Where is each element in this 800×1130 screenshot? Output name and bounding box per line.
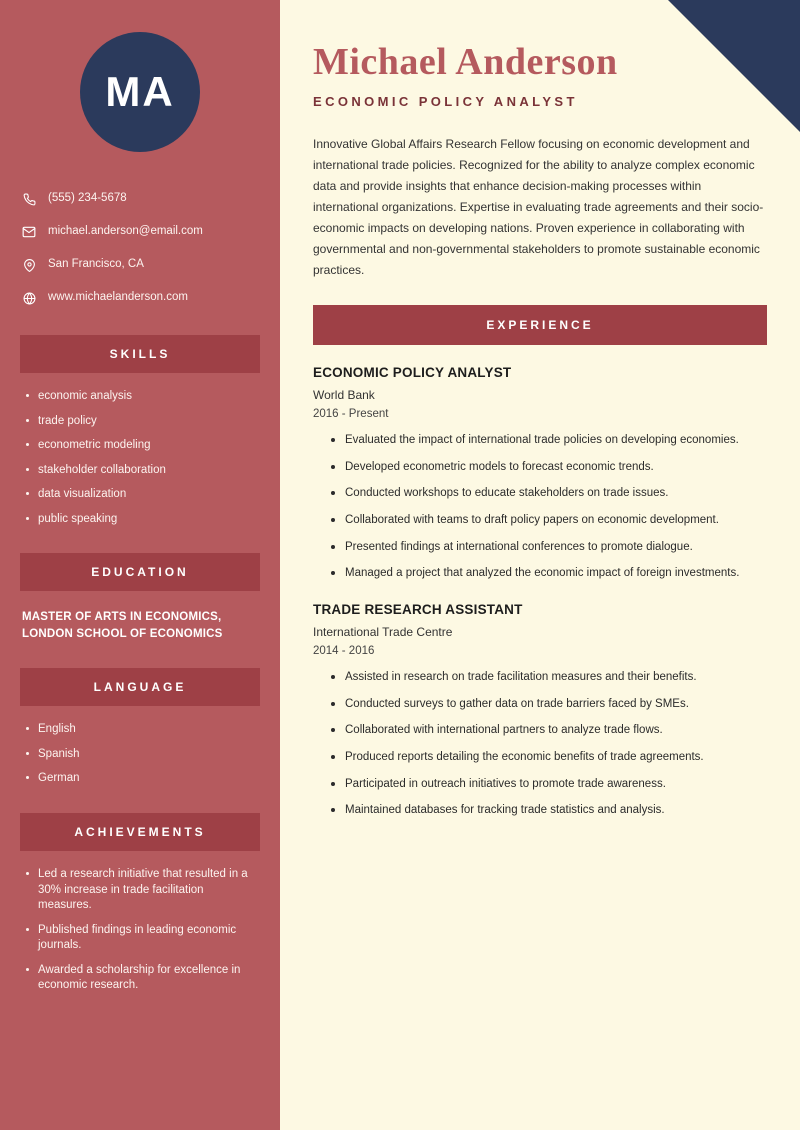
list-item: public speaking bbox=[26, 512, 258, 528]
location-pin-icon bbox=[18, 256, 40, 274]
contact-location-text: San Francisco, CA bbox=[48, 258, 144, 271]
contact-list bbox=[0, 190, 280, 307]
job-company: World Bank bbox=[313, 388, 375, 402]
list-item: econometric modeling bbox=[26, 438, 258, 454]
avatar-container bbox=[0, 0, 280, 152]
list-item: Produced reports detailing the economic benefits of trade agreements. bbox=[331, 749, 767, 766]
achievements-list bbox=[0, 867, 280, 994]
list-item: economic analysis bbox=[26, 389, 258, 405]
contact-item-location[interactable] bbox=[18, 256, 280, 274]
list-item: Conducted surveys to gather data on trade barriers faced by SMEs. bbox=[331, 696, 767, 713]
job-company: International Trade Centre bbox=[313, 625, 453, 640]
job-dates: 2014 - 2016 bbox=[313, 645, 375, 658]
list-item: Published findings in leading economic journals. bbox=[26, 923, 258, 954]
profile-summary: Innovative Global Affairs Research Fellow focusing on economic development and international trade policies. Recognized for the ability to analyze complex economic data and provide insights that enhance decision-making processes within international organizations. Expertise in evaluating trade agreements and their socio-economic impacts on developing nations. Proven experience in collaborating with governmental and non-governmental stakeholders to promote sustainable economic practices. bbox=[313, 137, 764, 277]
language-list bbox=[0, 722, 280, 787]
contact-website-text: www.michaelanderson.com bbox=[48, 291, 188, 304]
job-role: TRADE RESEARCH ASSISTANT bbox=[313, 602, 523, 618]
experience-entry-1 bbox=[313, 365, 767, 582]
skills-list bbox=[0, 389, 280, 527]
list-item: Collaborated with teams to draft policy papers on economic development. bbox=[331, 512, 767, 529]
avatar: MA bbox=[80, 32, 200, 152]
list-item: Maintained databases for tracking trade statistics and analysis. bbox=[331, 802, 767, 819]
list-item: trade policy bbox=[26, 414, 258, 430]
page-title: Michael Anderson bbox=[313, 41, 618, 83]
section-heading-experience: EXPERIENCE bbox=[313, 305, 767, 345]
job-bullet-list bbox=[313, 669, 767, 819]
list-item: Participated in outreach initiatives to promote trade awareness. bbox=[331, 776, 767, 793]
list-item: Presented findings at international conferences to promote dialogue. bbox=[331, 539, 767, 556]
job-bullet-list bbox=[313, 432, 767, 582]
list-item: stakeholder collaboration bbox=[26, 463, 258, 479]
envelope-icon bbox=[18, 223, 40, 241]
sidebar-heading-skills: SKILLS bbox=[20, 335, 260, 373]
profile-job-title: ECONOMIC POLICY ANALYST bbox=[313, 94, 578, 109]
sidebar bbox=[0, 0, 280, 1130]
list-item: Managed a project that analyzed the economic impact of foreign investments. bbox=[331, 565, 767, 582]
contact-item-email[interactable] bbox=[18, 223, 280, 241]
list-item: Spanish bbox=[26, 747, 258, 763]
sidebar-heading-achievements: ACHIEVEMENTS bbox=[20, 813, 260, 851]
list-item: English bbox=[26, 722, 258, 738]
list-item: Evaluated the impact of international trade policies on developing economies. bbox=[331, 432, 767, 449]
sidebar-heading-education: EDUCATION bbox=[20, 553, 260, 591]
list-item: data visualization bbox=[26, 487, 258, 503]
job-role: ECONOMIC POLICY ANALYST bbox=[313, 365, 512, 380]
contact-email-text: michael.anderson@email.com bbox=[48, 225, 203, 238]
contact-phone-text: (555) 234-5678 bbox=[48, 192, 127, 205]
job-dates: 2016 - Present bbox=[313, 408, 389, 420]
list-item: Led a research initiative that resulted in a 30% increase in trade facilitation measures. bbox=[26, 867, 258, 914]
list-item: German bbox=[26, 771, 258, 787]
globe-icon bbox=[18, 289, 40, 307]
experience-entry-2 bbox=[313, 602, 767, 819]
list-item: Conducted workshops to educate stakeholders on trade issues. bbox=[331, 485, 767, 502]
list-item: Awarded a scholarship for excellence in economic research. bbox=[26, 963, 258, 994]
list-item: Assisted in research on trade facilitation measures and their benefits. bbox=[331, 669, 767, 686]
list-item: Collaborated with international partners to analyze trade flows. bbox=[331, 722, 767, 739]
education-entry: MASTER OF ARTS IN ECONOMICS, LONDON SCHOOL OF ECONOMICS bbox=[22, 611, 223, 640]
phone-icon bbox=[18, 190, 40, 208]
contact-item-phone[interactable] bbox=[18, 190, 280, 208]
main-column bbox=[280, 0, 800, 1130]
sidebar-heading-language: LANGUAGE bbox=[20, 668, 260, 706]
list-item: Developed econometric models to forecast economic trends. bbox=[331, 459, 767, 476]
contact-item-website[interactable] bbox=[18, 289, 280, 307]
